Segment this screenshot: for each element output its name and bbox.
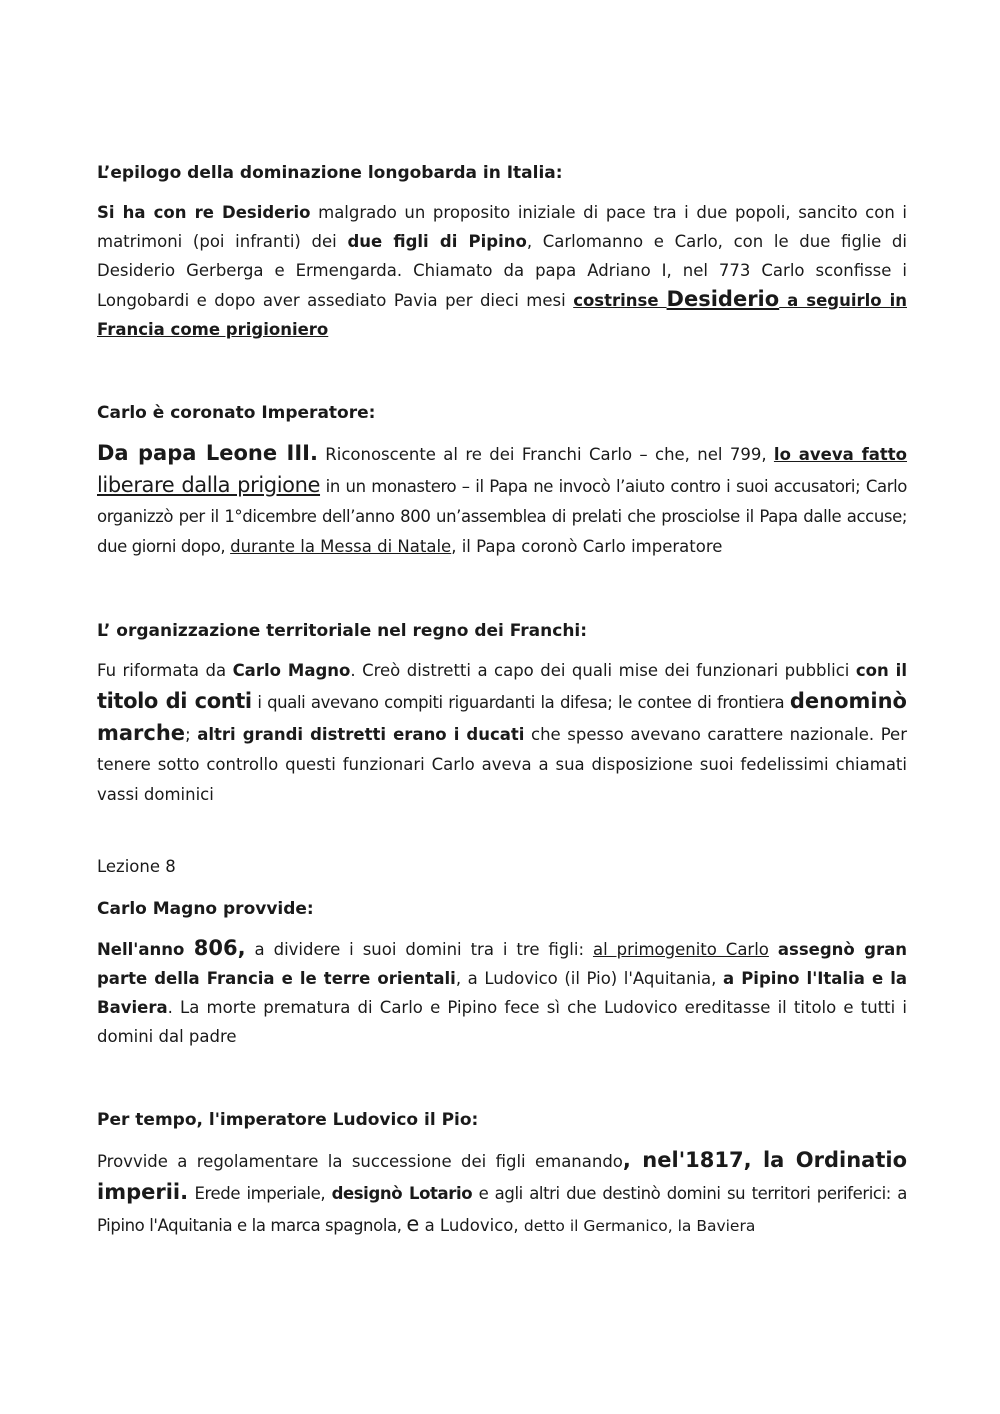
text: a dividere i suoi domini tra i tre figli: — [245, 940, 593, 959]
underlined-text: al primogenito Carlo — [592, 940, 769, 959]
text — [769, 940, 778, 959]
underlined-bold-text: costrinse — [573, 291, 667, 310]
lesson-label: Lezione 8 — [97, 857, 176, 876]
text: Erede imperiale, — [188, 1184, 332, 1203]
bold-text: assegnò gran parte della Francia e le terre orientali — [97, 940, 907, 988]
text: . La morte prematura di Carlo e Pipino fece sì che Ludovico ereditasse il titolo e tutti i domini dal padre — [97, 998, 907, 1046]
section-heading-carlo-magno: Carlo Magno provvide: — [97, 899, 314, 919]
section-heading-organizzazione: L’ organizzazione territoriale nel regno dei Franchi: — [97, 621, 588, 641]
text: , il Papa coronò Carlo imperatore — [451, 537, 723, 556]
underlined-bold-large-text: Desiderio — [666, 287, 780, 311]
bold-text: altri grandi distretti erano i ducati — [197, 725, 525, 744]
underlined-large-text: liberare dalla prigione — [97, 473, 321, 497]
text: in un monastero – il Papa ne invocò l’aiuto contro i suoi accusatori; Carlo organizzò per il 1°dicembre dell’anno 800 un’assemblea di prelati che prosciolse il Papa dalle accuse; due giorni dopo, — [97, 477, 907, 556]
bold-large-text: titolo di conti — [97, 689, 252, 713]
text: ; — [185, 725, 198, 744]
paragraph-organizzazione — [97, 656, 907, 810]
text: e agli altri due destinò domini su territori periferici: a Pipino l'Aquitania e la marca spagnola, — [97, 1184, 907, 1235]
section-heading-coronazione: Carlo è coronato Imperatore: — [97, 403, 376, 423]
paragraph-coronazione — [97, 438, 907, 562]
bold-text: a Pipino l'Italia e la Baviera — [97, 969, 907, 1017]
text: che spesso avevano carattere nazionale. Per tenere sotto controllo questi funzionari Carlo aveva a sua disposizione suoi fedelissimi chiamati vassi dominici — [97, 725, 907, 804]
text: Riconoscente al re dei Franchi Carlo – che, nel 799, — [317, 445, 774, 464]
text: malgrado un proposito iniziale di pace tra i due popoli, sancito con i matrimoni (poi infranti) dei — [97, 203, 907, 251]
bold-large-text: , nel'1817, la Ordinatio imperii. — [97, 1148, 907, 1204]
paragraph-longobardi — [97, 198, 907, 344]
text: Provvide a regolamentare la successione dei figli emanando — [97, 1152, 623, 1171]
bold-large-text: 806, — [193, 936, 246, 960]
text: a Ludovico, — [419, 1216, 524, 1235]
small-text: detto il Germanico, la Baviera — [523, 1217, 756, 1235]
bold-text: Nell'anno — [97, 940, 194, 959]
large-text: e — [406, 1212, 420, 1236]
section-heading-ludovico: Per tempo, l'imperatore Ludovico il Pio: — [97, 1110, 479, 1130]
section-heading-longobardi: L’epilogo della dominazione longobarda in Italia: — [97, 163, 563, 183]
underlined-bold-text: lo aveva fatto — [773, 445, 908, 464]
bold-text: con il — [855, 661, 907, 680]
bold-text: due figli di Pipino — [347, 232, 527, 251]
underlined-text: durante la Messa di Natale — [230, 537, 452, 556]
document-page — [97, 160, 907, 1241]
text: , Carlomanno e Carlo, con le due figlie di Desiderio Gerberga e Ermengarda. Chiamato da papa Adriano I, nel 773 Carlo sconfisse i Longobardi e dopo aver assediato Pavia per dieci mesi — [97, 232, 907, 310]
text: i quali avevano compiti riguardanti la difesa; le contee di frontiera — [251, 693, 790, 712]
paragraph-ludovico — [97, 1145, 907, 1241]
text: , a Ludovico (il Pio) l'Aquitania, — [455, 969, 723, 988]
bold-large-text: Da papa Leone III. — [97, 441, 318, 465]
text: Fu riformata da — [97, 661, 233, 680]
paragraph-carlo-magno — [97, 934, 907, 1051]
bold-large-text: denominò marche — [97, 689, 907, 745]
bold-text: Si ha con re Desiderio — [97, 203, 311, 222]
bold-text: designò Lotario — [331, 1184, 473, 1203]
bold-text: Carlo Magno — [232, 661, 351, 680]
underlined-bold-text: a seguirlo in Francia come prigioniero — [97, 291, 907, 339]
text: . Creò distretti a capo dei quali mise dei funzionari pubblici — [350, 661, 856, 680]
